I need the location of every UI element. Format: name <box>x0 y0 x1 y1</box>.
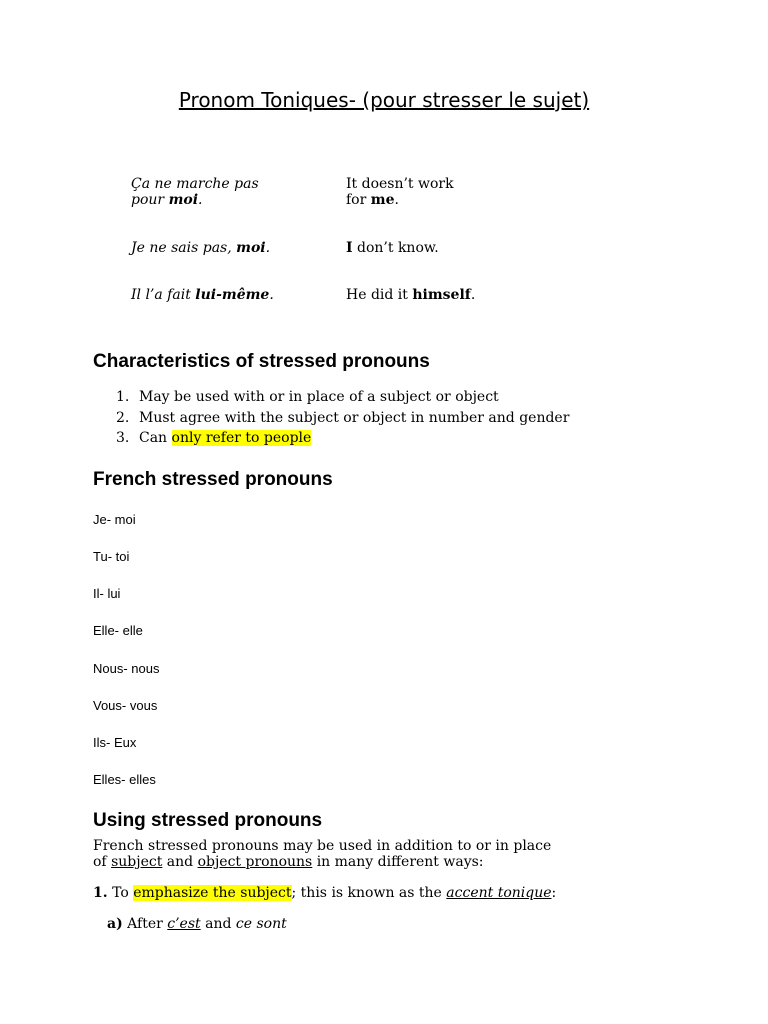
example-fr-3: Il l’a fait lui-même. <box>131 287 274 303</box>
pronoun-item: Ils- Eux <box>93 735 137 750</box>
characteristics-heading: Characteristics of stressed pronouns <box>93 351 430 372</box>
pronoun-item: Nous- nous <box>93 661 160 676</box>
using-pronouns-heading: Using stressed pronouns <box>93 810 323 831</box>
list-item: 2. Must agree with the subject or object in number and gender <box>116 410 570 426</box>
using-paragraph: French stressed pronouns may be used in addition to or in place of subject and object pronouns in many different ways: <box>93 838 552 870</box>
usage-subpoint-a: a) After c’est and ce sont <box>107 916 287 932</box>
page-title: Pronom Toniques- (pour stresser le sujet) <box>178 88 590 112</box>
highlight: emphasize the subject <box>133 885 292 901</box>
list-item: 1. May be used with or in place of a subject or object <box>116 389 499 405</box>
example-fr-2: Je ne sais pas, moi. <box>131 240 271 256</box>
pronoun-item: Il- lui <box>93 586 121 601</box>
pronoun-item: Elles- elles <box>93 772 156 787</box>
pronoun-item: Tu- toi <box>93 549 130 564</box>
pronoun-item: Vous- vous <box>93 698 158 713</box>
french-pronouns-heading: French stressed pronouns <box>93 469 333 490</box>
list-item: 3. Can only refer to people <box>116 430 312 446</box>
example-en-3: He did it himself. <box>346 287 476 303</box>
example-en-1: It doesn’t work for me. <box>346 176 454 208</box>
highlight: only refer to people <box>171 430 312 446</box>
pronoun-item: Je- moi <box>93 512 136 527</box>
pronoun-item: Elle- elle <box>93 623 143 638</box>
example-en-2: I don’t know. <box>346 240 439 256</box>
usage-point-1: 1. To emphasize the subject; this is known as the accent tonique: <box>93 885 557 901</box>
example-fr-1: Ça ne marche pas pour moi. <box>131 176 259 208</box>
